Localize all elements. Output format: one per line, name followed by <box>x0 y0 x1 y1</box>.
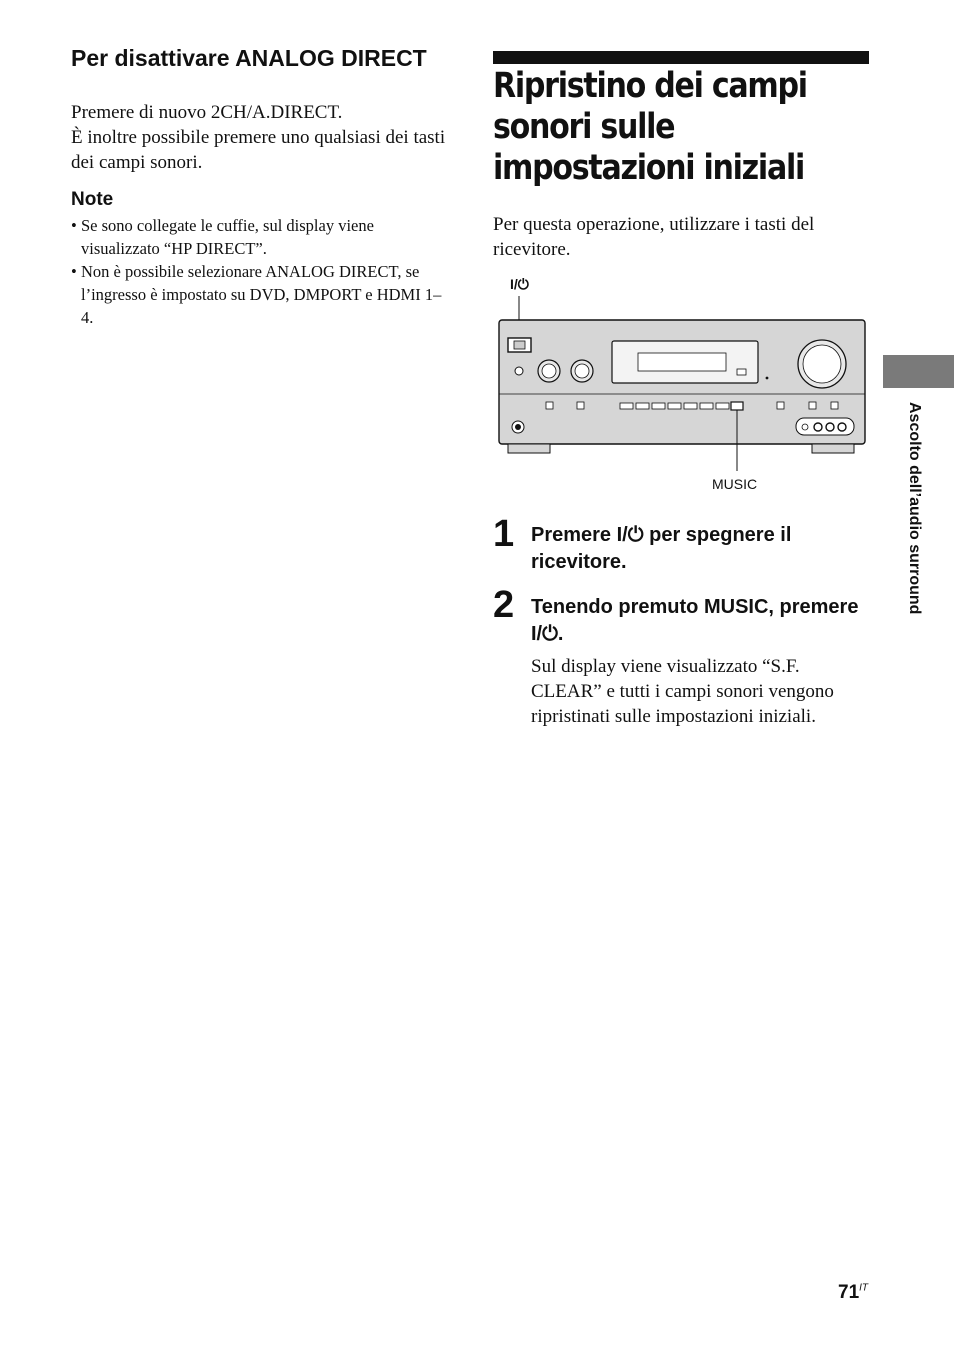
step-number: 1 <box>493 513 515 555</box>
title-bar <box>493 51 869 64</box>
bullet: • <box>71 216 77 235</box>
note-item <box>71 260 451 329</box>
note-title: Note <box>71 189 114 210</box>
page-language-suffix: IT <box>859 1282 869 1294</box>
page-number <box>838 1282 868 1304</box>
page-title: Ripristino dei campi sonori sulle impostazioni iniziali <box>493 66 807 188</box>
receiver-foot <box>508 444 550 453</box>
step-instruction: Premere I/⏻ per spegnere il ricevitore. <box>531 524 792 573</box>
note-text: Non è possibile selezionare ANALOG DIRECT, se l’ingresso è impostato su DVD, DMPORT e HDMI 1–4. <box>81 262 442 327</box>
step-instruction: Tenendo premuto MUSIC, premere I/⏻. <box>531 596 859 645</box>
step-description: Sul display viene visualizzato “S.F. CLEAR” e tutti i campi sonori vengono ripristinati sulle impostazioni iniziali. <box>531 656 834 727</box>
note-item <box>71 214 451 260</box>
chapter-label: Ascolto dell’audio surround <box>906 402 923 615</box>
intro-paragraph: Per questa operazione, utilizzare i tasti del ricevitore. <box>493 214 815 260</box>
power-button-label: I/⏻ <box>510 276 529 292</box>
paragraph: È inoltre possibile premere uno qualsiasi dei tasti dei campi sonori. <box>71 127 446 173</box>
section-heading: Per disattivare ANALOG DIRECT <box>71 45 427 71</box>
chapter-tab <box>883 355 954 388</box>
page-number-value: 71 <box>838 1282 860 1303</box>
music-button-label: MUSIC <box>712 476 758 492</box>
note-list <box>71 214 451 329</box>
receiver-foot <box>812 444 854 453</box>
receiver-front-panel-illustration <box>496 296 870 472</box>
step-number: 2 <box>493 584 515 626</box>
note-text: Se sono collegate le cuffie, sul display viene visualizzato “HP DIRECT”. <box>81 216 374 258</box>
music-button <box>731 402 743 410</box>
paragraph: Premere di nuovo 2CH/A.DIRECT. <box>71 102 343 123</box>
bullet: • <box>71 262 77 281</box>
